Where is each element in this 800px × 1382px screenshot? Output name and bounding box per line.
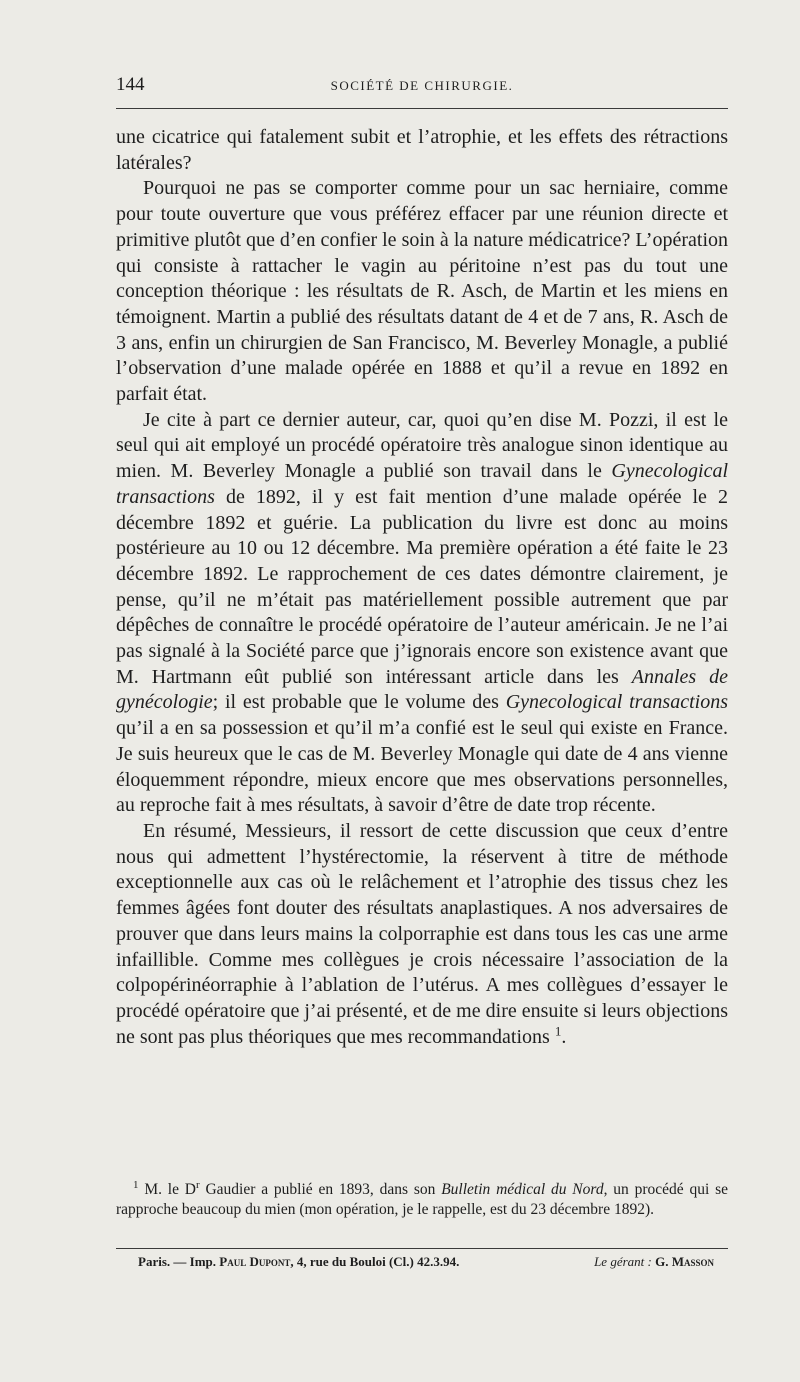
footnote-text-b: Gaudier a publié en 1893, dans son xyxy=(199,1181,442,1198)
imprint-dash: — Imp. xyxy=(170,1254,220,1269)
paragraph-1 xyxy=(116,125,728,176)
footnote-text xyxy=(116,1180,728,1220)
paragraph-4-text: En résumé, Messieurs, il ressort de cette discussion que ceux d’entre nous qui admettent l’hystérectomie, la réservent à titre de méthode exceptionnelle aux cas où le relâchement et l’atrophie des tissus chez les femmes âgées font douter des résultats anaplastiques. A nos adversaires de prouver que dans leurs mains la colporraphie est dans tous les cas une arme infaillible. Comme mes collègues je crois nécessaire l’association de la colpopérinéorraphie à l’ablation de l’utérus. A mes collègues d’essayer le procédé opératoire que j’ai présenté, et de me dire ensuite si leurs objections ne sont pas plus théoriques que mes recommandations xyxy=(116,819,728,1048)
imprint-address: , 4, rue du Bouloi (Cl.) 42.3.94. xyxy=(290,1254,460,1269)
footer-rule xyxy=(116,1248,728,1249)
footnote xyxy=(116,1180,728,1220)
paragraph-3-text-a: Je cite à part ce dernier auteur, car, quoi qu’en dise M. Pozzi, il est le seul qui ait employé un procédé opératoire très analogue sinon identique au mien. M. Beverley Monagle a publié son travail dans le xyxy=(116,408,728,483)
running-head xyxy=(116,74,728,100)
paragraph-3-text-c: ; il est probable que le volume des xyxy=(212,691,506,714)
paragraph-1-text: une cicatrice qui fatalement subit et l’atrophie, et les effets des rétractions latérales? xyxy=(116,126,728,174)
paragraph-2-text: Pourquoi ne pas se comporter comme pour un sac herniaire, comme pour toute ouverture que vous préférez effacer par une réunion directe et primitive plutôt que d’en confier le soin à la nature médicatrice? L’opération qui consiste à rattacher le vagin au péritoine n’est pas du tout une conception théorique : les résultats de R. Asch, de Martin et les miens en témoignent. Martin a publié des résultats datant de 4 et de 7 ans, R. Asch de 3 ans, enfin un chirurgien de San Francisco, M. Beverley Monagle, a publié l’observation d’une malade opérée en 1888 et qu’il a revue en 1892 en parfait état. xyxy=(116,177,728,406)
body-text xyxy=(116,125,728,1050)
paragraph-4-end: . xyxy=(561,1025,567,1048)
journal-title-gynecological-transactions-2: Gynecological transactions xyxy=(505,691,728,714)
page-number: 144 xyxy=(116,74,145,95)
imprint-manager-name: G. Masson xyxy=(655,1254,714,1269)
footnote-marker: 1 xyxy=(133,1178,139,1191)
journal-title-annales-de-gynecologie: Annales de gynécologie xyxy=(116,665,728,714)
imprint-printer-name: Paul Dupont xyxy=(219,1254,291,1269)
imprint-city: Paris. xyxy=(138,1254,171,1269)
journal-title-gynecological-transactions: Gynecological transactions xyxy=(116,460,728,508)
running-title: SOCIÉTÉ DE CHIRURGIE. xyxy=(330,78,514,93)
imprint xyxy=(138,1254,714,1272)
paragraph-3-text-b: de 1892, il y est fait mention d’une malade opérée le 2 décembre 1892 et guérie. La publication du livre est donc au moins postérieure au 10 ou 12 décembre. Ma première opération a été faite le 23 décembre 1892. Le rapprochement de ces dates démontre clairement, je pense, qu’il ne m’était pas matériellement possible autrement que par dépêches de connaître le procédé opératoire de l’auteur américain. Je ne l’ai pas signalé à la Société parce que j’ignorais encore son existence avant que M. Hartmann eût publié son intéressant article dans les xyxy=(116,485,728,688)
footnote-text-c: , un procédé qui se rapproche beaucoup du mien (mon opération, je le rappelle, est du 23 décembre 1892). xyxy=(116,1181,729,1218)
footnote-text-a: M. le D xyxy=(138,1181,196,1198)
header-rule xyxy=(116,108,728,109)
imprint-manager xyxy=(594,1254,714,1270)
imprint-printer xyxy=(138,1254,459,1270)
footnote-dr-superscript: r xyxy=(196,1178,200,1191)
paragraph-2 xyxy=(116,176,728,407)
paragraph-3 xyxy=(116,408,728,819)
imprint-manager-label: Le gérant : xyxy=(594,1254,656,1269)
footnote-journal-title: Bulletin médical du Nord xyxy=(441,1181,604,1198)
paragraph-4 xyxy=(116,819,728,1050)
footnote-reference: 1 xyxy=(554,1022,562,1038)
paragraph-3-text-d: qu’il a en sa possession et qu’il m’a confié est le seul qui existe en France. Je suis heureux que le cas de M. Beverley Monagle qui date de 4 ans vienne éloquemment répondre, mieux encore que mes observations personnelles, au reproche fait à mes résultats, à savoir d’être de date trop récente. xyxy=(116,717,728,817)
